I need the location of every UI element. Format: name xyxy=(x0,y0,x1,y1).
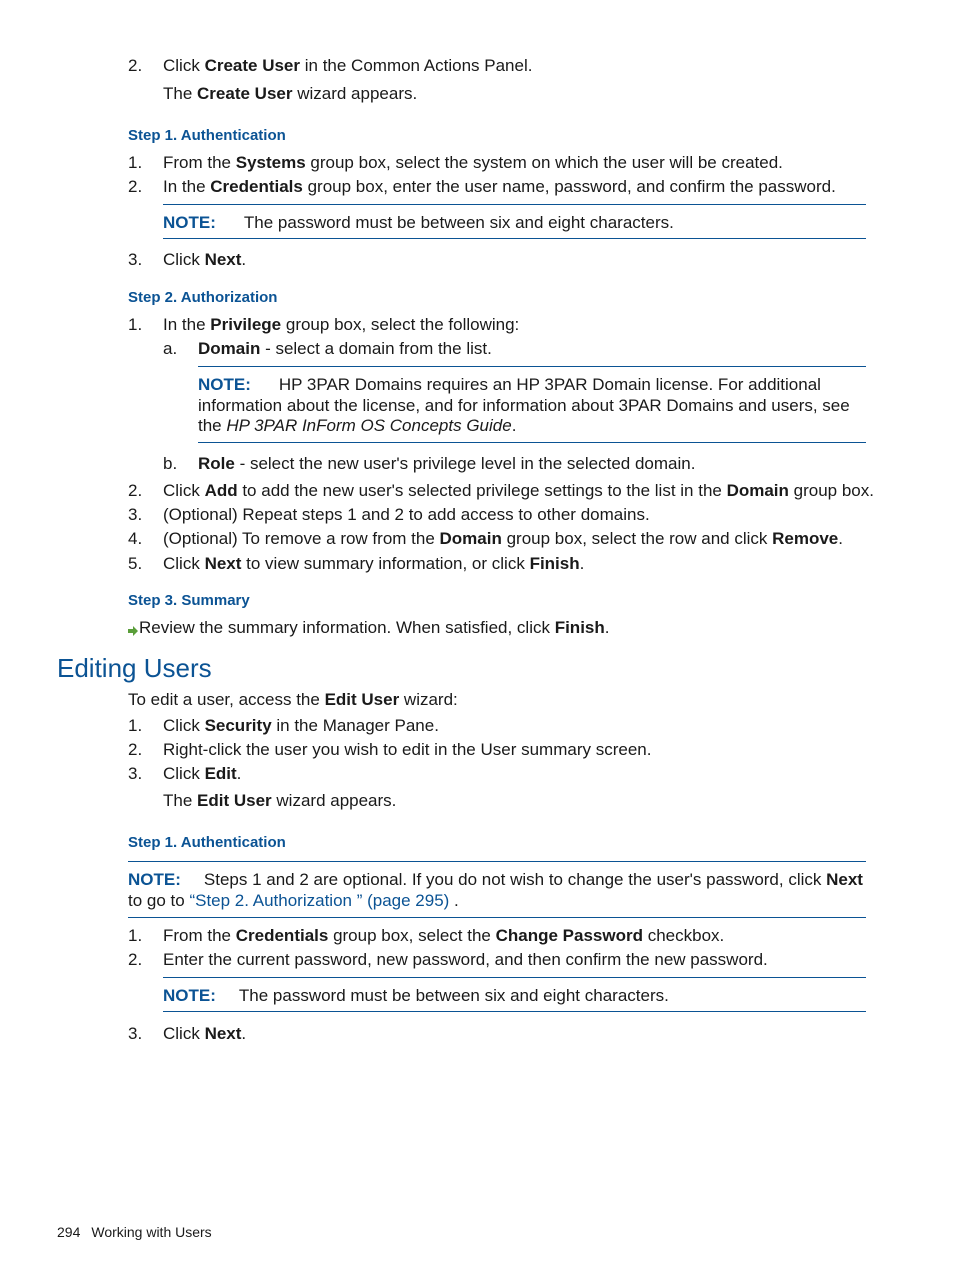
note-rule-bottom xyxy=(198,442,866,443)
note: NOTE: HP 3PAR Domains requires an HP 3PAR Domain license. For additional xyxy=(198,375,821,394)
note: NOTE: The password must be between six and eight characters. xyxy=(163,986,669,1005)
list-number: 2. xyxy=(128,177,143,196)
note-rule-top xyxy=(163,977,866,978)
list-number: 2. xyxy=(128,56,143,75)
list-number: 4. xyxy=(128,529,143,548)
list-number: 1. xyxy=(128,153,143,172)
list-item: In the Privilege group box, select the following: xyxy=(163,315,520,334)
note-rule-bottom xyxy=(163,1011,866,1012)
footer-section-title: Working with Users xyxy=(91,1224,212,1240)
list-item: Enter the current password, new password, and then confirm the new password. xyxy=(163,950,768,969)
sublist-item: Role - select the new user's privilege level in the selected domain. xyxy=(198,454,696,473)
page-number: 294 xyxy=(57,1224,81,1240)
list-item: (Optional) To remove a row from the Domain group box, select the row and click Remove. xyxy=(163,529,843,548)
sublist-item: Domain - select a domain from the list. xyxy=(198,339,492,358)
list-item-detail: The Create User wizard appears. xyxy=(163,84,418,103)
sublist-letter: b. xyxy=(163,454,178,473)
note-label: NOTE: xyxy=(163,213,216,232)
note-label: NOTE: xyxy=(128,870,181,889)
step-heading: Step 1. Authentication xyxy=(128,127,286,144)
list-number: 1. xyxy=(128,315,143,334)
list-item: From the Systems group box, select the system on which the user will be created. xyxy=(163,153,783,172)
list-item: Click Next. xyxy=(163,1024,247,1043)
note-rule-top xyxy=(128,861,866,862)
note-text: to go to “Step 2. Authorization ” (page 295) . xyxy=(128,891,459,910)
note-rule-top xyxy=(198,366,866,367)
section-heading: Editing Users xyxy=(57,653,212,683)
paragraph: To edit a user, access the Edit User wizard: xyxy=(128,690,458,709)
note-rule-top xyxy=(163,204,866,205)
list-item: Click Edit. xyxy=(163,764,242,783)
list-item: Click Create User in the Common Actions Panel. xyxy=(163,56,533,75)
arrow-bullet-icon xyxy=(128,622,139,642)
list-item: In the Credentials group box, enter the user name, password, and confirm the password. xyxy=(163,177,836,196)
list-number: 5. xyxy=(128,554,143,573)
list-number: 2. xyxy=(128,481,143,500)
step-heading: Step 2. Authorization xyxy=(128,289,278,306)
list-item: From the Credentials group box, select the Change Password checkbox. xyxy=(163,926,725,945)
note-rule-bottom xyxy=(163,238,866,239)
list-item: Click Next to view summary information, or click Finish. xyxy=(163,554,585,573)
list-number: 2. xyxy=(128,740,143,759)
list-number: 1. xyxy=(128,716,143,735)
page-footer xyxy=(57,1222,212,1242)
list-item: Click Add to add the new user's selected privilege settings to the list in the Domain group box. xyxy=(163,481,874,500)
step-heading: Step 1. Authentication xyxy=(128,834,286,851)
list-item: Click Next. xyxy=(163,250,247,269)
note-label: NOTE: xyxy=(198,375,251,394)
list-item: Click Security in the Manager Pane. xyxy=(163,716,439,735)
list-item: (Optional) Repeat steps 1 and 2 to add access to other domains. xyxy=(163,505,650,524)
list-number: 3. xyxy=(128,764,143,783)
list-number: 3. xyxy=(128,1024,143,1043)
list-number: 2. xyxy=(128,950,143,969)
note-rule-bottom xyxy=(128,917,866,918)
list-number: 3. xyxy=(128,505,143,524)
step-heading: Step 3. Summary xyxy=(128,592,250,609)
list-item: Right-click the user you wish to edit in the User summary screen. xyxy=(163,740,652,759)
note-label: NOTE: xyxy=(163,986,216,1005)
cross-reference-link[interactable]: “Step 2. Authorization ” (page 295) xyxy=(189,891,450,910)
note: NOTE: Steps 1 and 2 are optional. If you do not wish to change the user's password, click Next xyxy=(128,870,863,889)
note: NOTE: The password must be between six and eight characters. xyxy=(163,213,674,232)
list-item-detail: The Edit User wizard appears. xyxy=(163,791,397,810)
list-number: 3. xyxy=(128,250,143,269)
list-number: 1. xyxy=(128,926,143,945)
sublist-letter: a. xyxy=(163,339,178,358)
note-text: the HP 3PAR InForm OS Concepts Guide. xyxy=(198,416,517,435)
note-text: information about the license, and for information about 3PAR Domains and users, see xyxy=(198,396,850,415)
bullet-item: Review the summary information. When satisfied, click Finish. xyxy=(139,618,610,637)
